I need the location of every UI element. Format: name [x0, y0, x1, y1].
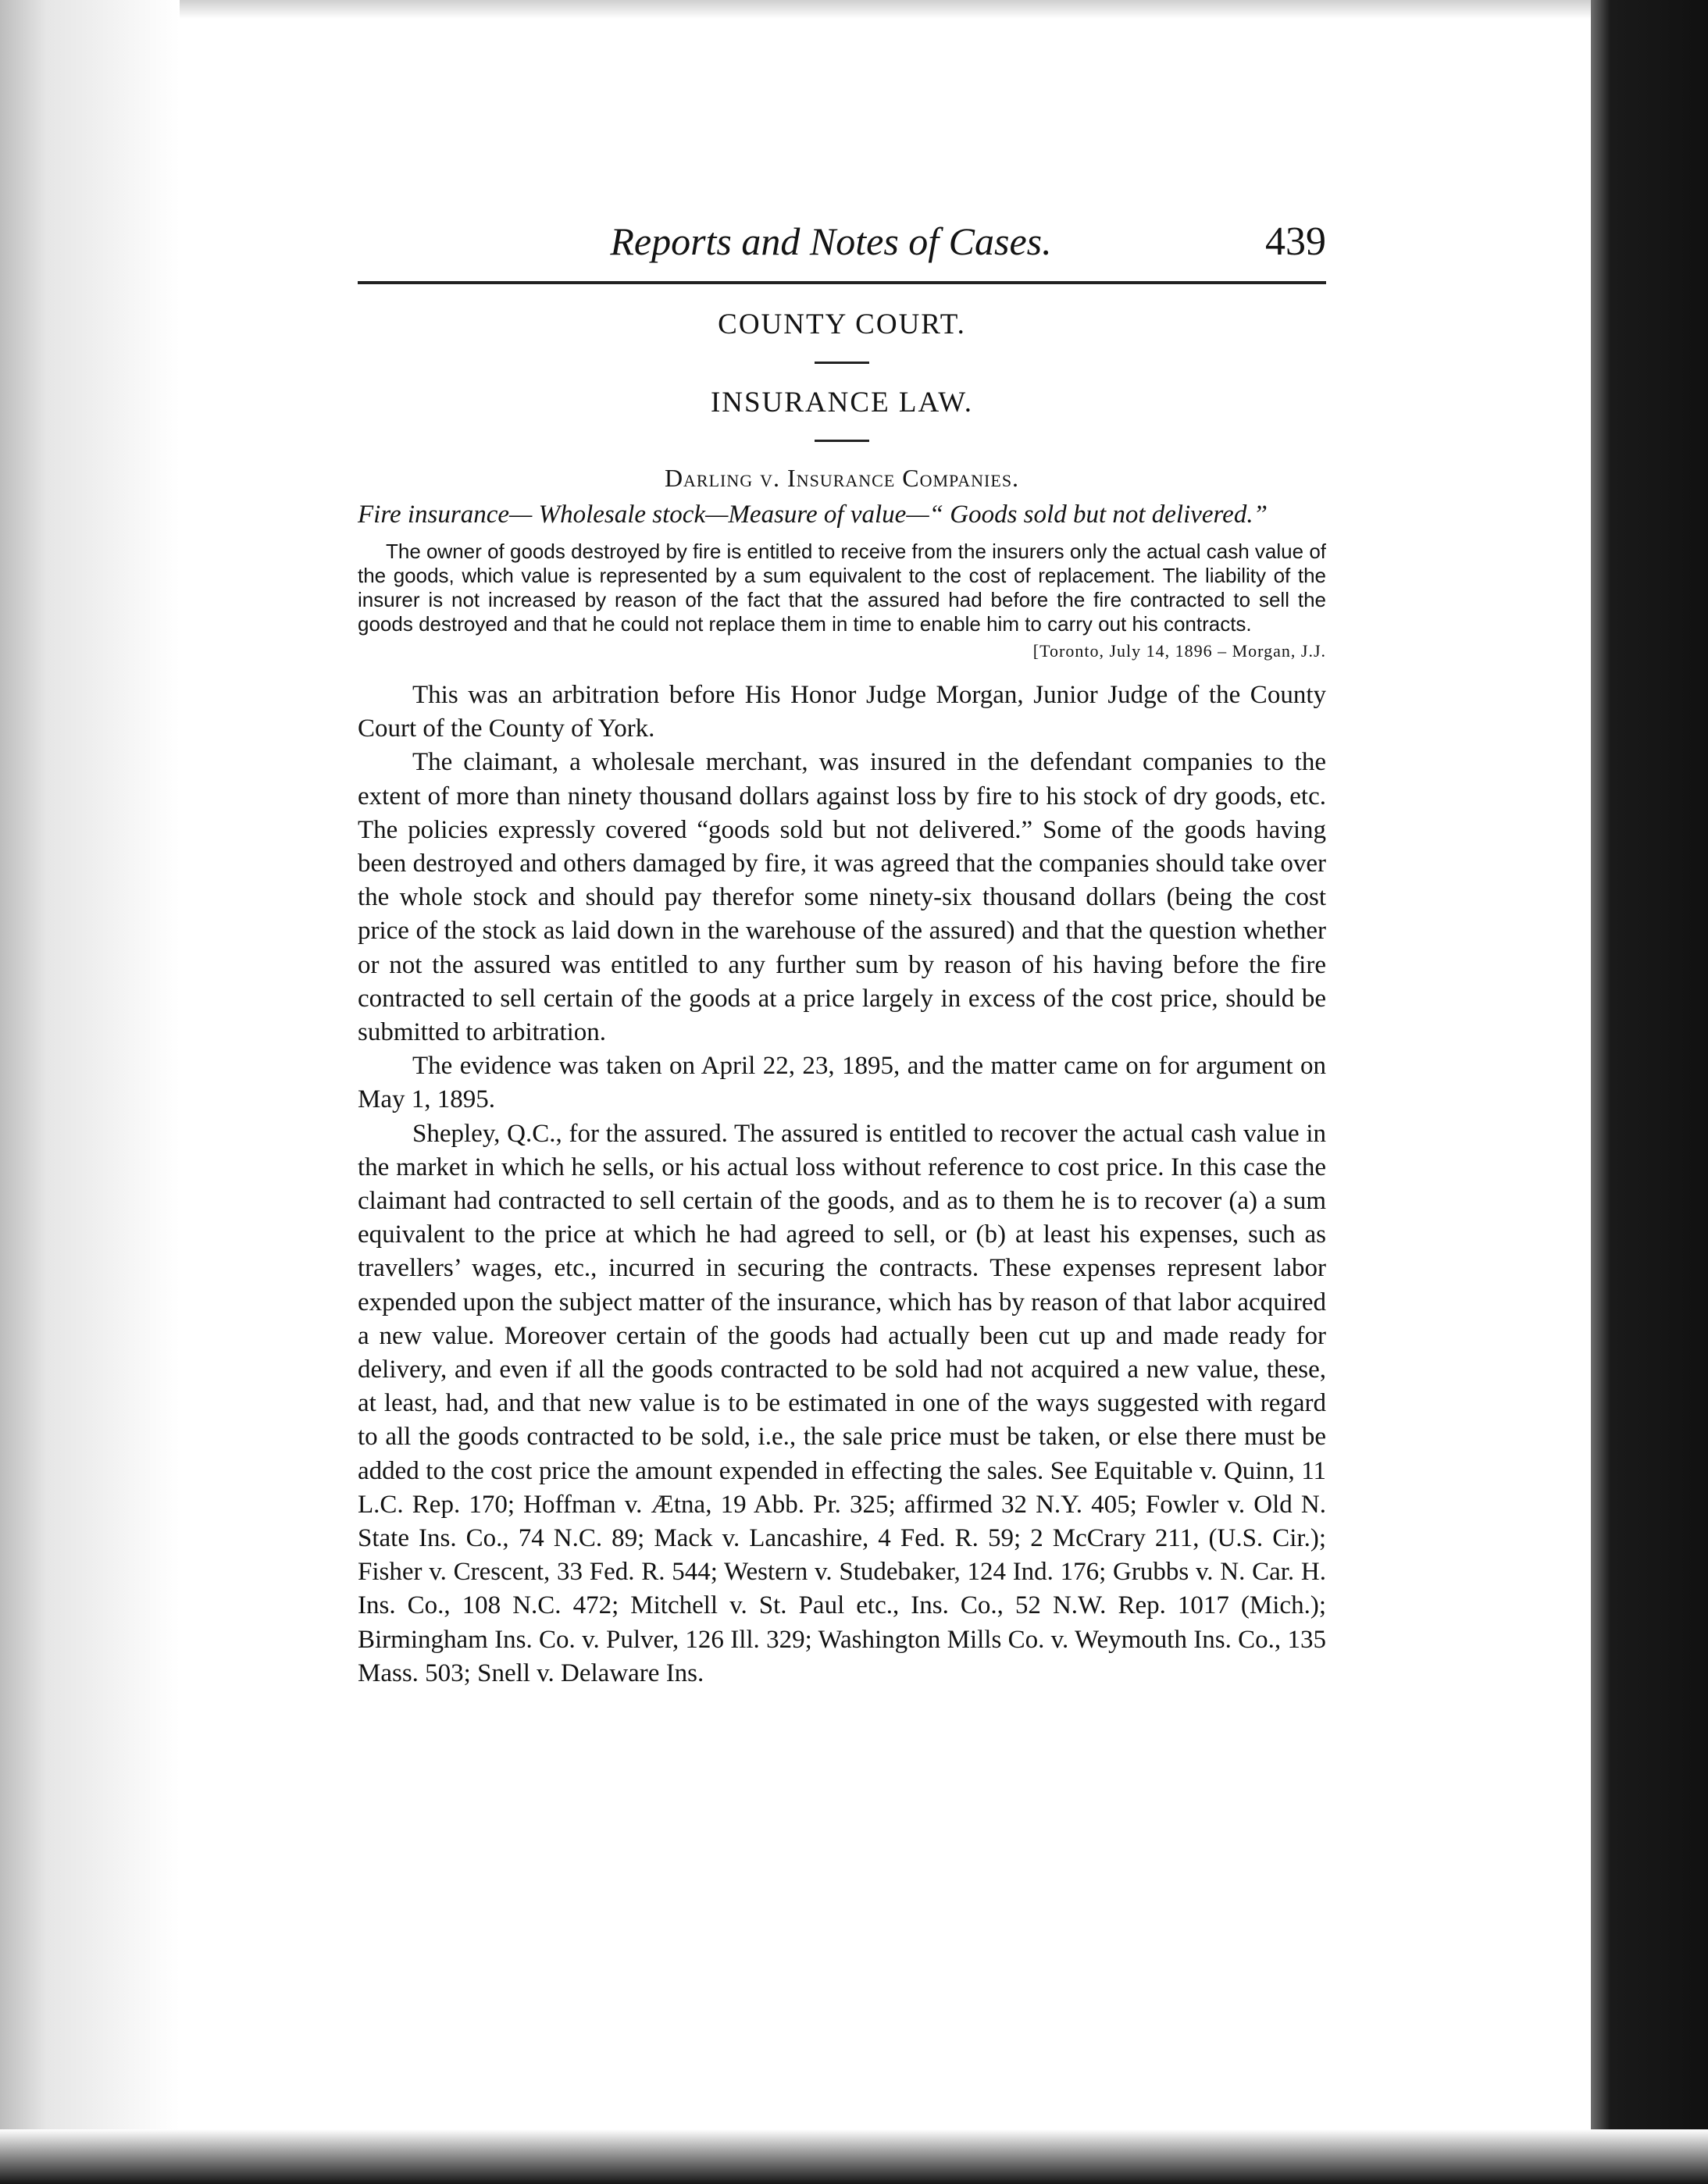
scan-edge-bottom [0, 2129, 1708, 2184]
case-citation: [Toronto, July 14, 1896 – Morgan, J.J. [1032, 641, 1326, 661]
body-paragraph: This was an arbitration before His Honor Judge Morgan, Junior Judge of the County Court of the County of York. [358, 681, 1326, 743]
subsection-title: INSURANCE LAW. [710, 387, 974, 419]
scan-edge-right [1591, 0, 1708, 2184]
scan-edge-top [0, 0, 1708, 19]
header-rule [358, 281, 1326, 284]
case-body [358, 679, 1326, 1691]
case-summary: The owner of goods destroyed by fire is entitled to receive from the insurers only the actual cash value of the goods, which value is represented by a sum equivalent to the cost of replacement. The liability of the insurer is not increased by reason of the fact that the assured had before the fire contracted to sell the goods destroyed and that he could not replace them in time to enable him to carry out his contracts. [358, 540, 1326, 636]
case-title: Darling v. Insurance Companies. [664, 464, 1020, 492]
body-paragraph: The claimant, a wholesale merchant, was insured in the defendant companies to the extent of more than ninety thousand dollars against loss by fire to his stock of dry goods, etc. The policies expressly covered “goods sold but not delivered.” Some of the goods having been destroyed and others damaged by fire, it was agreed that the companies should take over the whole stock and should pay therefor some ninety-six thousand dollars (being the cost price of the stock as laid down in the warehouse of the assured) and that the question whether or not the assured was entitled to any further sum by reason of his having before the fire contracted to sell certain of the goods at a price largely in excess of the cost price, should be submitted to arbitration. [358, 748, 1326, 1047]
section-title: COUNTY COURT. [718, 308, 966, 340]
body-paragraph: The evidence was taken on April 22, 23, 1895, and the matter came on for argument on May 1, 1895. [358, 1052, 1326, 1114]
section-divider [815, 362, 869, 364]
headnote: Fire insurance— Wholesale stock—Measure of value—“ Goods sold but not delivered.” [358, 501, 1268, 529]
page-header [358, 219, 1326, 281]
running-title: Reports and Notes of Cases. [610, 219, 1052, 263]
body-paragraph: Shepley, Q.C., for the assured. The assured is entitled to recover the actual cash value in the market in which he sells, or his actual loss without reference to cost price. In this case the claimant had contracted to sell certain of the goods, and as to them he is to recover (a) a sum equivalent to the price at which he had agreed to sell, or (b) at least his expenses, such as travellers’ wages, etc., incurred in securing the contracts. These expenses represent labor expended upon the subject matter of the insurance, which has by reason of that labor acquired a new value. Moreover certain of the goods had actually been cut up and made ready for delivery, and even if all the goods contracted to be sold had not acquired a new value, these, at least, had, and that new value is to be estimated in one of the ways suggested with regard to all the goods contracted to be sold, i.e., the sale price must be taken, or else there must be added to the cost price the amount expended in effecting the sales. See Equitable v. Quinn, 11 L.C. Rep. 170; Hoffman v. Ætna, 19 Abb. Pr. 325; affirmed 32 N.Y. 405; Fowler v. Old N. State Ins. Co., 74 N.C. 89; Mack v. Lancashire, 4 Fed. R. 59; 2 McCrary 211, (U.S. Cir.); Fisher v. Crescent, 33 Fed. R. 544; Western v. Studebaker, 124 Ind. 176; Grubbs v. N. Car. H. Ins. Co., 108 N.C. 472; Mitchell v. St. Paul etc., Ins. Co., 52 N.W. Rep. 1017 (Mich.); Birmingham Ins. Co. v. Pulver, 126 Ill. 329; Washington Mills Co. v. Weymouth Ins. Co., 135 Mass. 503; Snell v. Delaware Ins. [358, 1119, 1326, 1687]
page-number: 439 [1265, 219, 1326, 264]
scan-edge-left [0, 0, 180, 2184]
subsection-divider [815, 440, 869, 442]
book-page [358, 219, 1326, 1691]
